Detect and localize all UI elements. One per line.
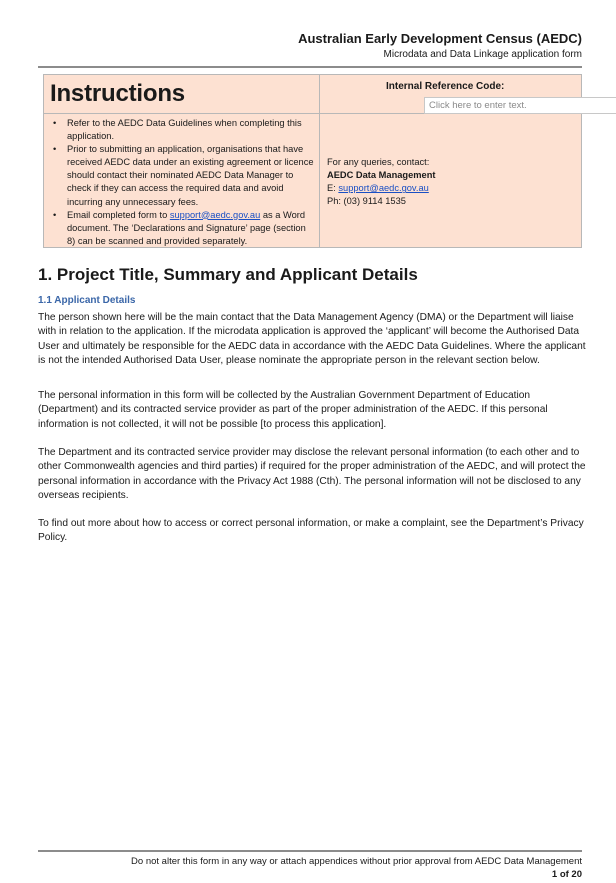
instructions-box (43, 74, 582, 248)
paragraph-collection-notice: The personal information in this form will be collected by the Australian Government Department of Education (Department) and its contracted service provider as part of the proper administration of the AEDC. If this personal information is not collected, it will not be possible [to process this application]. (38, 390, 548, 430)
instruction-text-pre: Email completed form to (67, 209, 170, 220)
instruction-item (50, 117, 316, 143)
contact-phone: Ph: (03) 9114 1535 (327, 196, 406, 207)
bullet-icon: • (53, 144, 57, 155)
contact-intro: For any queries, contact: (327, 157, 430, 167)
subsection-title: 1.1 Applicant Details (38, 295, 136, 306)
contact-email-label: E: (327, 183, 339, 194)
reference-code-label: Internal Reference Code: (386, 81, 505, 92)
instructions-list (50, 117, 316, 248)
reference-code-field[interactable]: Click here to enter text. (424, 97, 616, 114)
page-number: 1 of 20 (551, 869, 582, 880)
paragraph-disclosure: The Department and its contracted service provider may disclose the relevant personal information (to each other and to other Commonwealth agencies and third parties) if required for the proper administration of the AEDC, and will protect the personal information in accordance with the Privacy Act 1988 (Cth). The personal information will not be disclosed to any overseas recipients. (38, 447, 586, 502)
instructions-heading: Instructions (50, 80, 185, 107)
bullet-icon: • (53, 118, 57, 128)
instruction-text: Refer to the AEDC Data Guidelines when completing this application. (67, 118, 302, 142)
instruction-text: Prior to submitting an application, organisations that have received AEDC data under an existing agreement or licence should contact their nominated AEDC Data Manager to check if they can access the required data and avoid incurring any unnecessary fees. (67, 144, 314, 207)
footer-notice: Do not alter this form in any way or attach appendices without prior approval from AEDC Data Management (131, 856, 582, 867)
header-title: Australian Early Development Census (AEDC) (298, 31, 582, 46)
contact-email-link[interactable]: support@aedc.gov.au (338, 183, 429, 194)
instruction-item (50, 209, 316, 248)
instruction-item (50, 143, 316, 208)
support-email-link[interactable]: support@aedc.gov.au (169, 209, 261, 220)
footer-divider (38, 850, 582, 852)
contact-email-row (327, 182, 436, 195)
contact-block (327, 156, 436, 208)
paragraph-applicant-role: The person shown here will be the main contact that the Data Management Agency (DMA) or the Department will liaise with in relation to the application. If the microdata application is approved the ‘applicant’ will become the Authorised Data User and ultimately be responsible for the AEDC data in accordance with the AEDC Data Guidelines. Where the applicant is not the intended Authorised Data User, please nominate the appropriate person in the relevant section below. (38, 312, 586, 367)
instruction-text-post: as a Word document. The ‘Declarations and Signature’ page (section 8) can be scanned and provided separately. (67, 209, 306, 246)
contact-name: AEDC Data Management (327, 170, 436, 181)
paragraph-privacy-policy: To find out more about how to access or correct personal information, or make a complaint, see the Department’s Privacy Policy. (38, 518, 584, 544)
section-title: 1. Project Title, Summary and Applicant Details (38, 265, 418, 284)
instructions-row-divider (44, 113, 319, 114)
header-subtitle: Microdata and Data Linkage application form (383, 49, 582, 60)
instructions-column-divider (319, 75, 320, 247)
header-divider (38, 66, 582, 68)
bullet-icon: • (53, 209, 57, 220)
